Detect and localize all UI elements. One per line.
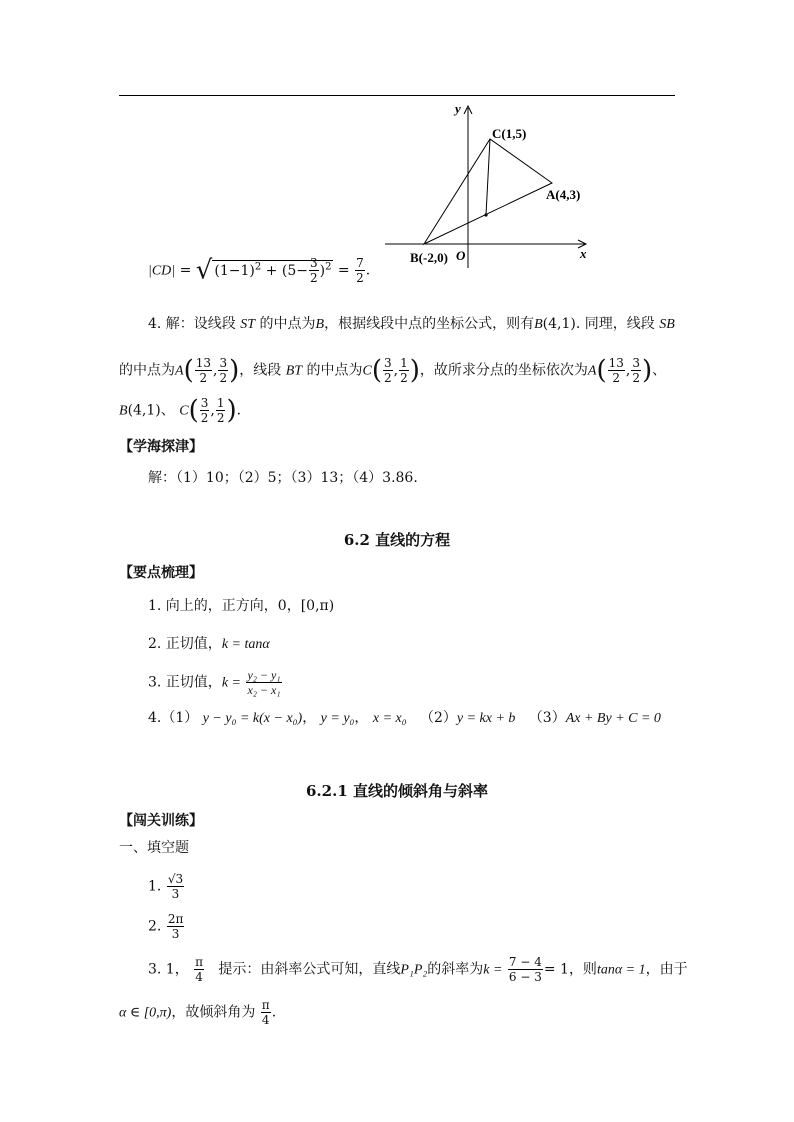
xuehai-answer: 解：（1）10；（2）5；（3）13；（4）3.86.: [148, 470, 418, 486]
item4-line2: 的中点为A( $\frac{13}{2}$ , $\frac{3}{2}$ )，线段 BT 的中点为C( $\frac{3}{2}$ , $\frac{1}{2}$ )，故所求分点的坐标依次为A( $\frac{13}{2}$ , $\frac{3}{2}$ )、: [119, 355, 667, 386]
point-b-label: B(-2,0): [410, 250, 448, 265]
question-1: 1. $\frac{√3}{3}$: [148, 872, 184, 901]
radical-sign: √: [195, 255, 213, 286]
item4-line1: 4. 解：设线段 ST 的中点为B，根据线段中点的坐标公式，则有B(4,1). 同理，线段 SB: [148, 316, 675, 332]
point-2: 2. 正切值，k = tanα: [148, 636, 270, 652]
section-6-2-title: 6.2 直线的方程: [343, 531, 451, 549]
section-6-2-1-title: 6.2.1 直线的倾斜角与斜率: [306, 782, 488, 800]
point-3: 3. 正切值，k = $\frac{\text{y₂ − y₁}}{\text{x₂ − x₁}}$: [148, 668, 281, 697]
triangle-figure: [380, 98, 620, 268]
chuangguan-heading: 【闯关训练】: [119, 813, 203, 829]
origin-label: O: [456, 248, 466, 263]
fraction-7-2: $\frac{7}{2}$: [356, 256, 364, 285]
xuehai-heading: 【学海探津】: [119, 439, 203, 455]
point-1: 1. 向上的，正方向，0，[0,π): [148, 598, 335, 614]
fill-in-heading: 一、填空题: [119, 840, 189, 856]
top-rule: [119, 95, 675, 96]
point-c-label: C(1,5): [492, 126, 527, 141]
question-3-line1: 3. 1， $\frac{\pi}{4}$ 提示：由斜率公式可知，直线P₁P₂的斜率为k = $\frac{7 - 4}{6 - 3}$ = 1，则tanα = 1，由于: [148, 955, 688, 984]
yaodian-heading: 【要点梳理】: [119, 565, 203, 581]
y-axis-label: y: [455, 101, 461, 116]
point-4: 4.（1） y − y₀ = k(x − x₀)， y = y₀， x = x₀ （2）y = kx + b （3）Ax + By + C = 0: [148, 710, 661, 726]
radicand: $(1-1)^2 + (5-$ $\frac{3}{2}$ )$^2$: [214, 256, 332, 285]
point-a-label: A(4,3): [546, 187, 581, 202]
question-3-line2: α ∈ [0,π)，故倾斜角为 $\frac{\pi}{4}$ .: [119, 998, 277, 1027]
item4-line3: B(4,1)、 C( $\frac{3}{2}$ , $\frac{1}{2}$ ).: [119, 395, 242, 426]
x-axis-label: x: [580, 246, 587, 261]
fraction-3-2: $\frac{3}{2}$: [309, 256, 318, 285]
cd-formula: |CD| = √ $(1-1)^2 + (5-$ $\frac{3}{2}$ )$^2$ = $\frac{7}{2}$ .: [148, 255, 371, 286]
slope-fraction: $\frac{\text{y₂ − y₁}}{\text{x₂ − x₁}}$: [247, 668, 281, 697]
question-2: 2. $\frac{2\pi}{3}$: [148, 912, 184, 941]
